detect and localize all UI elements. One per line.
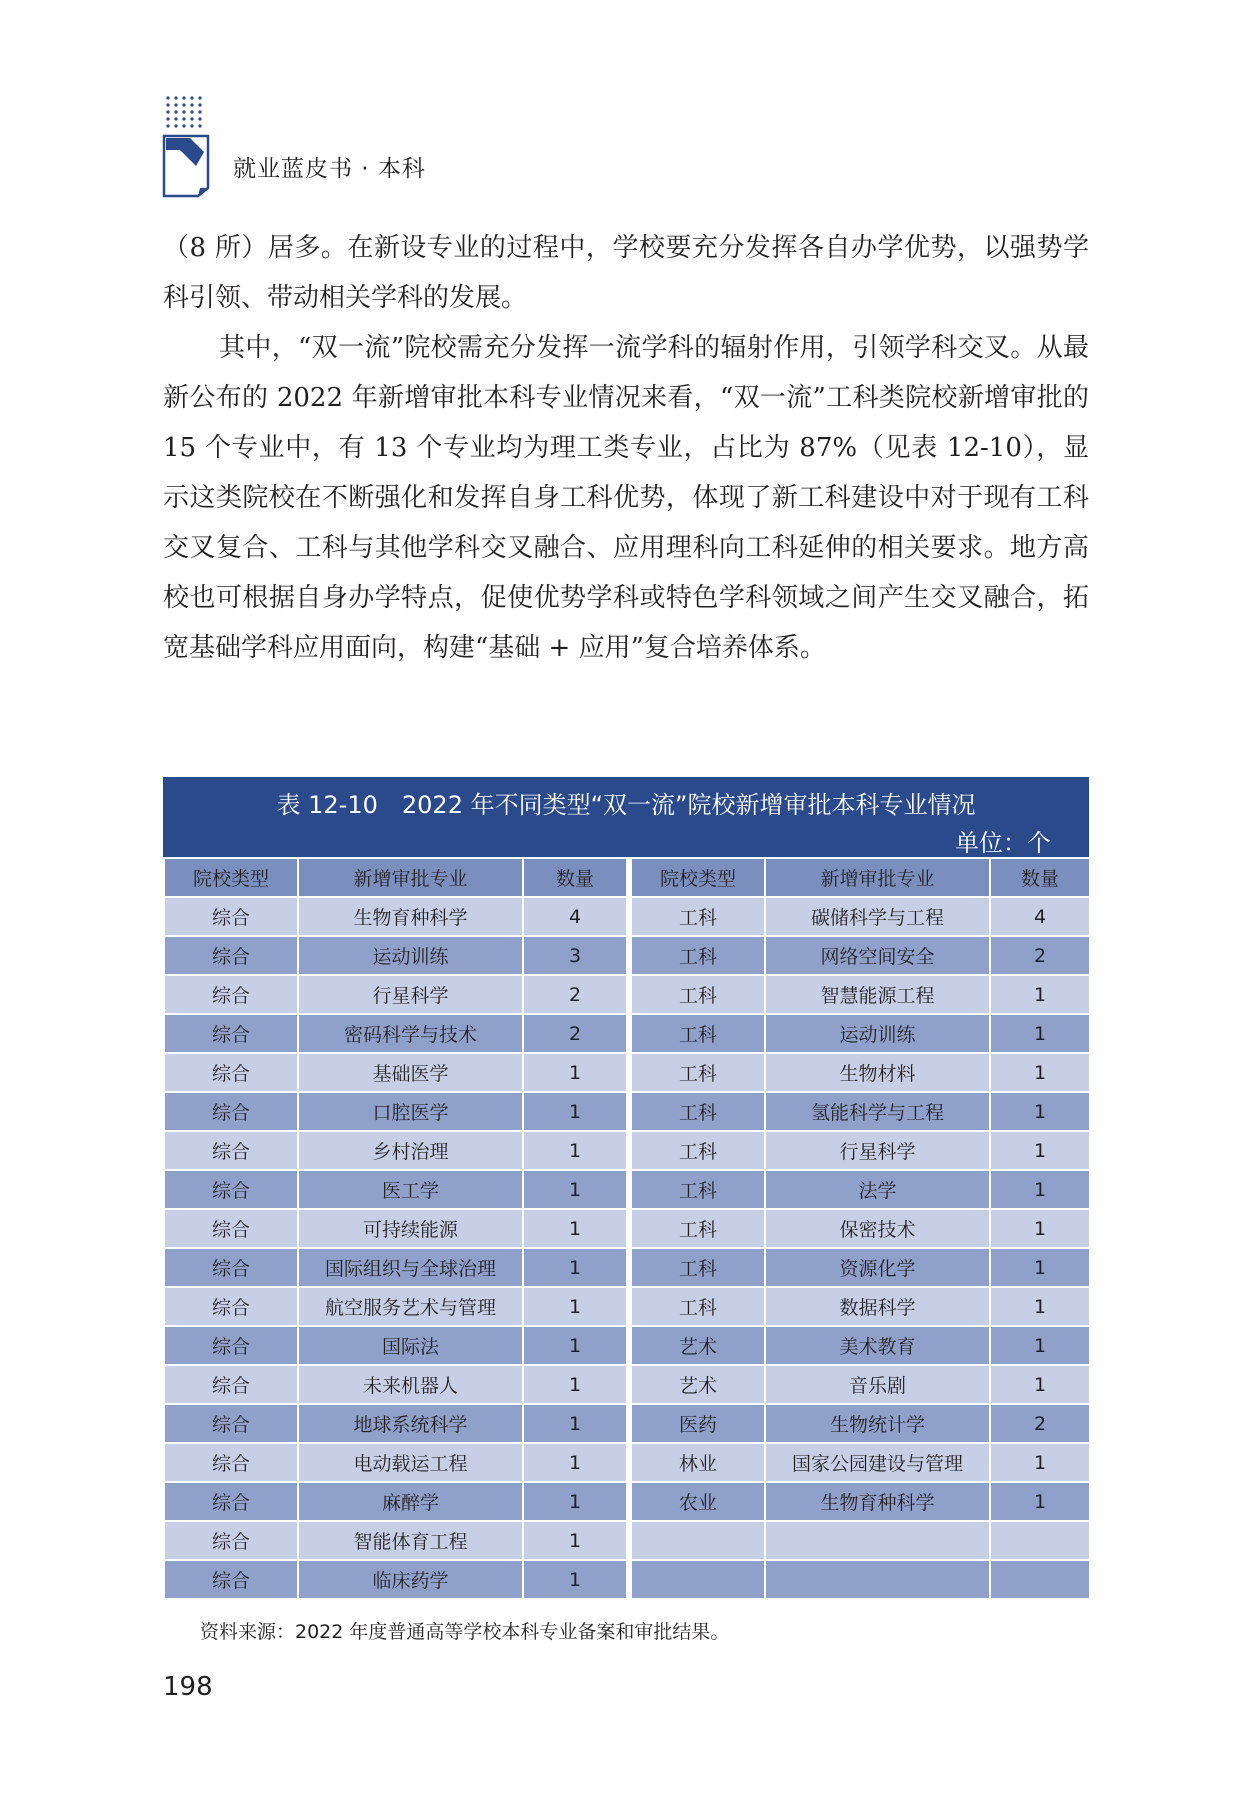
- column-header-row: [164, 858, 1090, 897]
- table-cell: 综合: [164, 1560, 298, 1599]
- table-cell: 1: [523, 1326, 627, 1365]
- table-cell: 医药: [631, 1404, 765, 1443]
- table-cell: 工科: [631, 975, 765, 1014]
- table-cell: 综合: [164, 1209, 298, 1248]
- table-cell: 氢能科学与工程: [765, 1092, 990, 1131]
- table-cell: 综合: [164, 1482, 298, 1521]
- table-cell: 资源化学: [765, 1248, 990, 1287]
- table-cell: 1: [523, 1248, 627, 1287]
- table-cell: 1: [523, 1404, 627, 1443]
- table-cell: 1: [990, 1014, 1090, 1053]
- table-cell: 网络空间安全: [765, 936, 990, 975]
- table-cell: 国际组织与全球治理: [298, 1248, 523, 1287]
- table-cell: 1: [523, 1521, 627, 1560]
- table-cell: 综合: [164, 1365, 298, 1404]
- table-row: [164, 1092, 1090, 1131]
- table-cell: 艺术: [631, 1365, 765, 1404]
- table-cell: 临床药学: [298, 1560, 523, 1599]
- table-row: [164, 1560, 1090, 1599]
- table-cell: 口腔医学: [298, 1092, 523, 1131]
- table-cell: 1: [990, 1092, 1090, 1131]
- page-number: 198: [163, 1672, 213, 1702]
- column-header: 院校类型: [631, 858, 765, 897]
- column-header: 数量: [523, 858, 627, 897]
- table-cell: 行星科学: [765, 1131, 990, 1170]
- table-cell: 1: [523, 1170, 627, 1209]
- table-cell: 综合: [164, 975, 298, 1014]
- table-cell: 工科: [631, 936, 765, 975]
- table-cell: 艺术: [631, 1326, 765, 1365]
- table-cell: 林业: [631, 1443, 765, 1482]
- table-cell: [765, 1560, 990, 1599]
- table-cell: 2: [523, 1014, 627, 1053]
- table-header-banner: [163, 777, 1089, 857]
- table-cell: 2: [990, 1404, 1090, 1443]
- table-row: [164, 1170, 1090, 1209]
- table-cell: 1: [523, 1209, 627, 1248]
- table-cell: 生物统计学: [765, 1404, 990, 1443]
- table-body: [164, 897, 1090, 1599]
- table-cell: [631, 1560, 765, 1599]
- table-cell: 智慧能源工程: [765, 975, 990, 1014]
- table-cell: 1: [990, 1209, 1090, 1248]
- table-cell: 行星科学: [298, 975, 523, 1014]
- table-cell: 法学: [765, 1170, 990, 1209]
- table-cell: 保密技术: [765, 1209, 990, 1248]
- table-row: [164, 1443, 1090, 1482]
- table-cell: 运动训练: [298, 936, 523, 975]
- table-cell: 国际法: [298, 1326, 523, 1365]
- table-cell: 1: [990, 1482, 1090, 1521]
- table-cell: 1: [990, 1053, 1090, 1092]
- body-text: [163, 223, 1089, 673]
- table-cell: 1: [523, 1053, 627, 1092]
- table-cell: 综合: [164, 1131, 298, 1170]
- table-cell: 1: [990, 975, 1090, 1014]
- table-cell: 2: [990, 936, 1090, 975]
- table-cell: 3: [523, 936, 627, 975]
- paragraph: （8 所）居多。在新设专业的过程中，学校要充分发挥各自办学优势，以强势学科引领、带动相关学科的发展。: [163, 233, 1089, 313]
- table-row: [164, 975, 1090, 1014]
- table-cell: 工科: [631, 1131, 765, 1170]
- table-unit: 单位：个: [955, 829, 1051, 857]
- table-cell: 1: [990, 1443, 1090, 1482]
- table-row: [164, 1053, 1090, 1092]
- table-cell: 农业: [631, 1482, 765, 1521]
- table-cell: 工科: [631, 1053, 765, 1092]
- table-cell: [631, 1521, 765, 1560]
- table-cell: 工科: [631, 1014, 765, 1053]
- book-bookmark-icon: [160, 92, 220, 202]
- table-cell: 综合: [164, 1287, 298, 1326]
- table-row: [164, 936, 1090, 975]
- table-cell: 综合: [164, 1248, 298, 1287]
- majors-table: [163, 777, 1089, 1600]
- column-header: 新增审批专业: [765, 858, 990, 897]
- paragraph: 其中，“双一流”院校需充分发挥一流学科的辐射作用，引领学科交叉。从最新公布的 2022 年新增审批本科专业情况来看，“双一流”工科类院校新增审批的 15 个专业中，有 13 个专业均为理工类专业，占比为 87%（见表 12-10），显示这类院校在不断强化和发挥自身工科优势，体现了新工科建设中对于现有工科交叉复合、工科与其他学科交叉融合、应用理科向工科延伸的相关要求。地方高校也可根据自身办学特点，促使优势学科或特色学科领域之间产生交叉融合，拓宽基础学科应用面向，构建“基础 + 应用”复合培养体系。: [163, 333, 1089, 663]
- table-cell: 工科: [631, 897, 765, 936]
- table-row: [164, 1365, 1090, 1404]
- table-cell: 1: [523, 1365, 627, 1404]
- table-row: [164, 1326, 1090, 1365]
- table-cell: 密码科学与技术: [298, 1014, 523, 1053]
- table-cell: 智能体育工程: [298, 1521, 523, 1560]
- table-cell: 音乐剧: [765, 1365, 990, 1404]
- table-cell: 1: [523, 1560, 627, 1599]
- table-cell: [765, 1521, 990, 1560]
- table-cell: 数据科学: [765, 1287, 990, 1326]
- table-cell: 1: [523, 1443, 627, 1482]
- table-cell: 1: [990, 1287, 1090, 1326]
- column-header: 院校类型: [164, 858, 298, 897]
- table-row: [164, 897, 1090, 936]
- table-title: 表 12-10 2022 年不同类型“双一流”院校新增审批本科专业情况: [276, 791, 976, 819]
- table-cell: 综合: [164, 936, 298, 975]
- table-row: [164, 1287, 1090, 1326]
- table-row: [164, 1209, 1090, 1248]
- table-cell: 医工学: [298, 1170, 523, 1209]
- table-cell: 乡村治理: [298, 1131, 523, 1170]
- table-cell: [990, 1560, 1090, 1599]
- table-row: [164, 1404, 1090, 1443]
- table-cell: 1: [990, 1131, 1090, 1170]
- table-cell: 地球系统科学: [298, 1404, 523, 1443]
- table-cell: 1: [990, 1326, 1090, 1365]
- table-cell: 生物育种科学: [765, 1482, 990, 1521]
- table-cell: 美术教育: [765, 1326, 990, 1365]
- table-row: [164, 1248, 1090, 1287]
- table-cell: 航空服务艺术与管理: [298, 1287, 523, 1326]
- table-cell: 基础医学: [298, 1053, 523, 1092]
- table-cell: 综合: [164, 1053, 298, 1092]
- table-cell: 生物育种科学: [298, 897, 523, 936]
- table-cell: 综合: [164, 1014, 298, 1053]
- table-cell: 工科: [631, 1092, 765, 1131]
- column-header: 新增审批专业: [298, 858, 523, 897]
- table-cell: 麻醉学: [298, 1482, 523, 1521]
- table-cell: 综合: [164, 1443, 298, 1482]
- table-cell: 可持续能源: [298, 1209, 523, 1248]
- table-cell: 1: [523, 1092, 627, 1131]
- table-cell: 未来机器人: [298, 1365, 523, 1404]
- table-cell: 4: [990, 897, 1090, 936]
- table-cell: 工科: [631, 1248, 765, 1287]
- table-cell: 1: [990, 1365, 1090, 1404]
- data-table: [163, 857, 1091, 1600]
- column-header: 数量: [990, 858, 1090, 897]
- table-cell: 综合: [164, 1092, 298, 1131]
- table-row: [164, 1014, 1090, 1053]
- running-header-title: 就业蓝皮书 · 本科: [233, 156, 426, 182]
- table-cell: 综合: [164, 1404, 298, 1443]
- table-cell: 1: [990, 1248, 1090, 1287]
- table-cell: 2: [523, 975, 627, 1014]
- table-cell: 电动载运工程: [298, 1443, 523, 1482]
- table-cell: 国家公园建设与管理: [765, 1443, 990, 1482]
- table-cell: 工科: [631, 1170, 765, 1209]
- table-cell: 1: [523, 1482, 627, 1521]
- source-note: 资料来源：2022 年度普通高等学校本科专业备案和审批结果。: [200, 1621, 730, 1643]
- table-cell: 工科: [631, 1209, 765, 1248]
- table-cell: 1: [990, 1170, 1090, 1209]
- table-cell: 工科: [631, 1287, 765, 1326]
- table-cell: 运动训练: [765, 1014, 990, 1053]
- table-cell: 综合: [164, 1170, 298, 1209]
- table-row: [164, 1482, 1090, 1521]
- table-row: [164, 1521, 1090, 1560]
- table-cell: 1: [523, 1287, 627, 1326]
- table-cell: 综合: [164, 1326, 298, 1365]
- table-cell: 综合: [164, 1521, 298, 1560]
- table-cell: [990, 1521, 1090, 1560]
- table-cell: 综合: [164, 897, 298, 936]
- table-cell: 生物材料: [765, 1053, 990, 1092]
- table-cell: 碳储科学与工程: [765, 897, 990, 936]
- table-row: [164, 1131, 1090, 1170]
- table-cell: 4: [523, 897, 627, 936]
- table-cell: 1: [523, 1131, 627, 1170]
